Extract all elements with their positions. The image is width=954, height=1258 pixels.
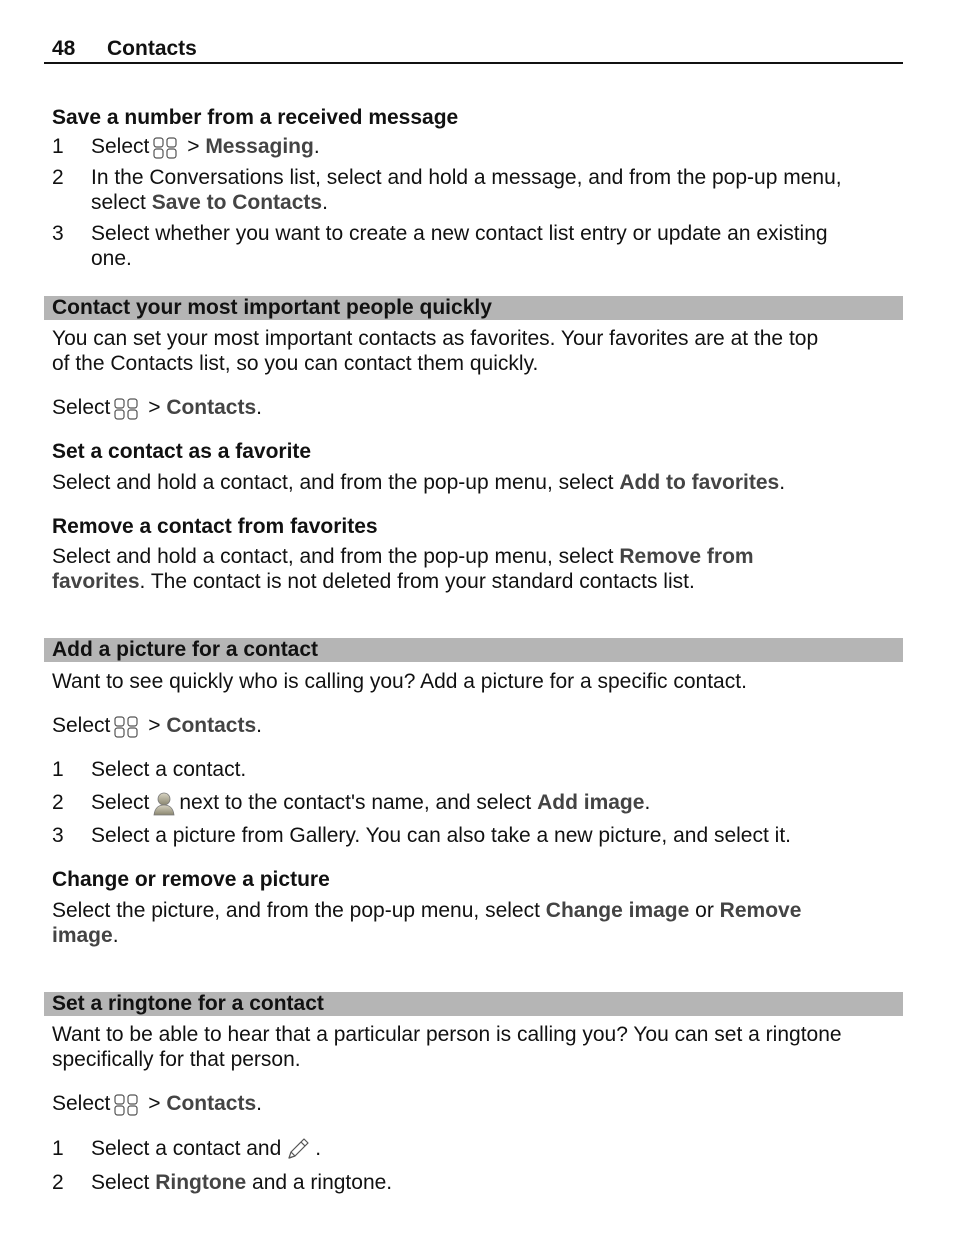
ringtone-intro: Want to be able to hear that a particular person is calling you? You can set a ringtone specifically for that person. <box>52 1023 842 1071</box>
step-number: 3 <box>52 222 64 245</box>
step-number: 2 <box>52 166 64 189</box>
chapter-title: Contacts <box>107 37 197 60</box>
apps-menu-icon <box>152 136 178 160</box>
step-text: Select whether you want to create a new contact list entry or update an existing one. <box>91 222 828 270</box>
step-text: Select next to the contact's name, and select Add image. <box>91 791 651 814</box>
apps-menu-icon <box>113 1093 139 1117</box>
contact-avatar-icon <box>151 790 177 816</box>
picture-select: Select > Contacts. <box>52 714 263 737</box>
important-select: Select > Contacts. <box>52 396 263 419</box>
step-number: 1 <box>52 758 64 781</box>
step-number: 2 <box>52 791 64 814</box>
apps-menu-icon <box>113 715 139 739</box>
section-bar-important: Contact your most important people quickly <box>44 296 903 320</box>
section-bar-picture: Add a picture for a contact <box>44 638 903 662</box>
apps-menu-icon <box>113 397 139 421</box>
save-number-heading: Save a number from a received message <box>52 106 459 129</box>
remove-favorite-text: Select and hold a contact, and from the pop-up menu, select Remove from favorites. The contact is not deleted from your standard contacts list. <box>52 545 754 593</box>
favorite-text: Select and hold a contact, and from the pop-up menu, select Add to favorites. <box>52 471 786 494</box>
section-bar-ringtone: Set a ringtone for a contact <box>44 992 903 1016</box>
favorite-heading: Set a contact as a favorite <box>52 440 312 463</box>
step-text: Select Ringtone and a ringtone. <box>91 1171 393 1194</box>
step-number: 2 <box>52 1171 64 1194</box>
change-picture-heading: Change or remove a picture <box>52 868 330 891</box>
edit-pencil-icon <box>284 1136 312 1162</box>
step-number: 1 <box>52 1137 64 1160</box>
step-text: Select a contact and . <box>91 1137 322 1160</box>
picture-intro: Want to see quickly who is calling you? Add a picture for a specific contact. <box>52 670 747 693</box>
remove-favorite-heading: Remove a contact from favorites <box>52 515 378 538</box>
step-text: Select a picture from Gallery. You can also take a new picture, and select it. <box>91 824 791 847</box>
change-picture-text: Select the picture, and from the pop-up menu, select Change image or Remove image. <box>52 899 802 947</box>
ringtone-select: Select > Contacts. <box>52 1092 263 1115</box>
step-text: Select a contact. <box>91 758 247 781</box>
important-intro: You can set your most important contacts as favorites. Your favorites are at the top of the Contacts list, so you can contact them quickly. <box>52 327 819 375</box>
step-number: 1 <box>52 135 64 158</box>
step-text: In the Conversations list, select and hold a message, and from the pop-up menu, select Save to Contacts. <box>91 166 842 214</box>
step-text: Select > Messaging. <box>91 135 320 158</box>
page-header <box>44 36 903 64</box>
page-number: 48 <box>52 37 76 60</box>
step-number: 3 <box>52 824 64 847</box>
